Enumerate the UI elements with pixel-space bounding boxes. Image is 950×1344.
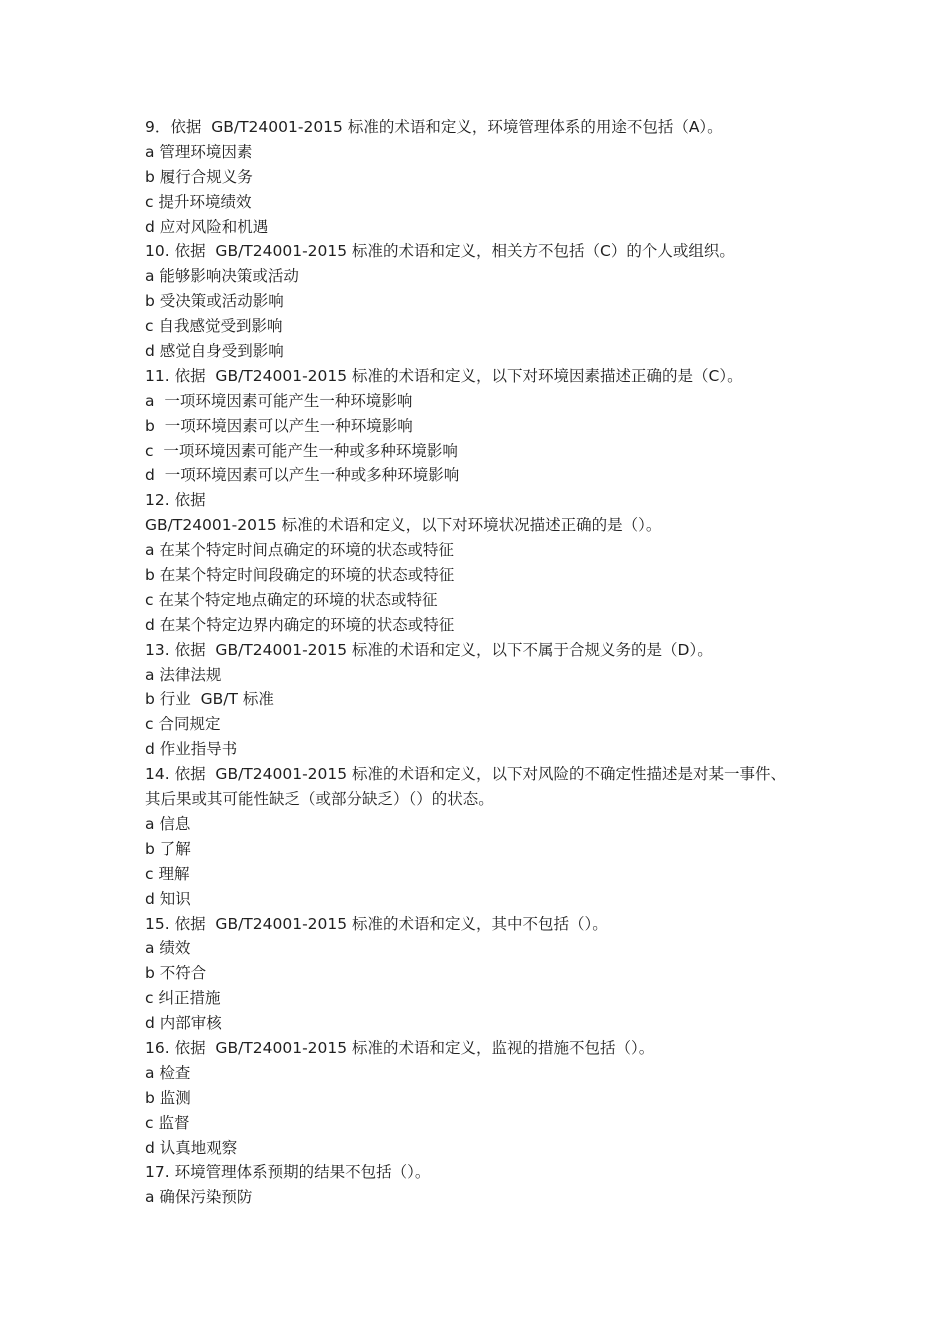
text-line: a 管理环境因素 (145, 142, 253, 161)
text-line: 9．依据 GB/T24001-2015 标准的术语和定义，环境管理体系的用途不包括（A）。 (145, 118, 723, 136)
text-line: d 在某个特定边界内确定的环境的状态或特征 (145, 615, 455, 634)
text-line: c 在某个特定地点确定的环境的状态或特征 (145, 590, 438, 609)
text-line: c 一项环境因素可能产生一种或多种环境影响 (145, 441, 458, 460)
text-line: d 内部审核 (145, 1014, 222, 1033)
text-line: b 受决策或活动影响 (145, 292, 284, 311)
text-line: 15. 依据 GB/T24001-2015 标准的术语和定义，其中不包括（）。 (145, 914, 608, 933)
document-body (145, 115, 825, 1210)
text-line: b 行业 GB/T 标准 (145, 690, 274, 709)
text-line: 14. 依据 GB/T24001-2015 标准的术语和定义，以下对风险的不确定性描述是对某一事件、 (145, 765, 787, 784)
text-line: 17. 环境管理体系预期的结果不包括（）。 (145, 1163, 431, 1182)
text-line: a 绩效 (145, 939, 191, 958)
text-line: 10. 依据 GB/T24001-2015 标准的术语和定义，相关方不包括（C）的个人或组织。 (145, 242, 735, 261)
text-line: 16. 依据 GB/T24001-2015 标准的术语和定义，监视的措施不包括（）。 (145, 1038, 655, 1057)
text-line: d 一项环境因素可以产生一种或多种环境影响 (145, 466, 460, 485)
text-line: a 法律法规 (145, 665, 222, 684)
text-line: a 在某个特定时间点确定的环境的状态或特征 (145, 541, 454, 560)
text-line: c 自我感觉受到影响 (145, 317, 283, 336)
text-line: c 监督 (145, 1113, 190, 1132)
text-line: c 合同规定 (145, 715, 221, 734)
text-line: a 检查 (145, 1063, 191, 1082)
text-line: 11. 依据 GB/T24001-2015 标准的术语和定义，以下对环境因素描述正确的是（C）。 (145, 366, 743, 385)
text-line: c 纠正措施 (145, 989, 221, 1008)
text-line: 12. 依据 (145, 491, 206, 510)
text-line: c 理解 (145, 864, 190, 883)
text-line: b 不符合 (145, 964, 207, 983)
text-line: d 认真地观察 (145, 1138, 238, 1157)
text-line: b 在某个特定时间段确定的环境的状态或特征 (145, 566, 455, 585)
text-line: d 知识 (145, 889, 191, 908)
text-line: a 一项环境因素可能产生一种环境影响 (145, 391, 413, 410)
text-line: a 确保污染预防 (145, 1188, 253, 1207)
text-line: d 感觉自身受到影响 (145, 342, 284, 361)
text-line: 13. 依据 GB/T24001-2015 标准的术语和定义，以下不属于合规义务的是（D）。 (145, 640, 713, 659)
text-line: a 能够影响决策或活动 (145, 267, 299, 286)
text-line: b 履行合规义务 (145, 167, 253, 186)
text-line: 其后果或其可能性缺乏（或部分缺乏）（）的状态。 (145, 790, 494, 809)
text-line: b 了解 (145, 839, 191, 858)
text-line: b 监测 (145, 1088, 191, 1107)
text-line: a 信息 (145, 814, 191, 833)
text-line: d 作业指导书 (145, 740, 238, 759)
text-line: b 一项环境因素可以产生一种环境影响 (145, 416, 413, 435)
text-line: GB/T24001-2015 标准的术语和定义，以下对环境状况描述正确的是（）。 (145, 516, 662, 535)
text-line: c 提升环境绩效 (145, 192, 252, 211)
text-line: d 应对风险和机遇 (145, 217, 269, 236)
